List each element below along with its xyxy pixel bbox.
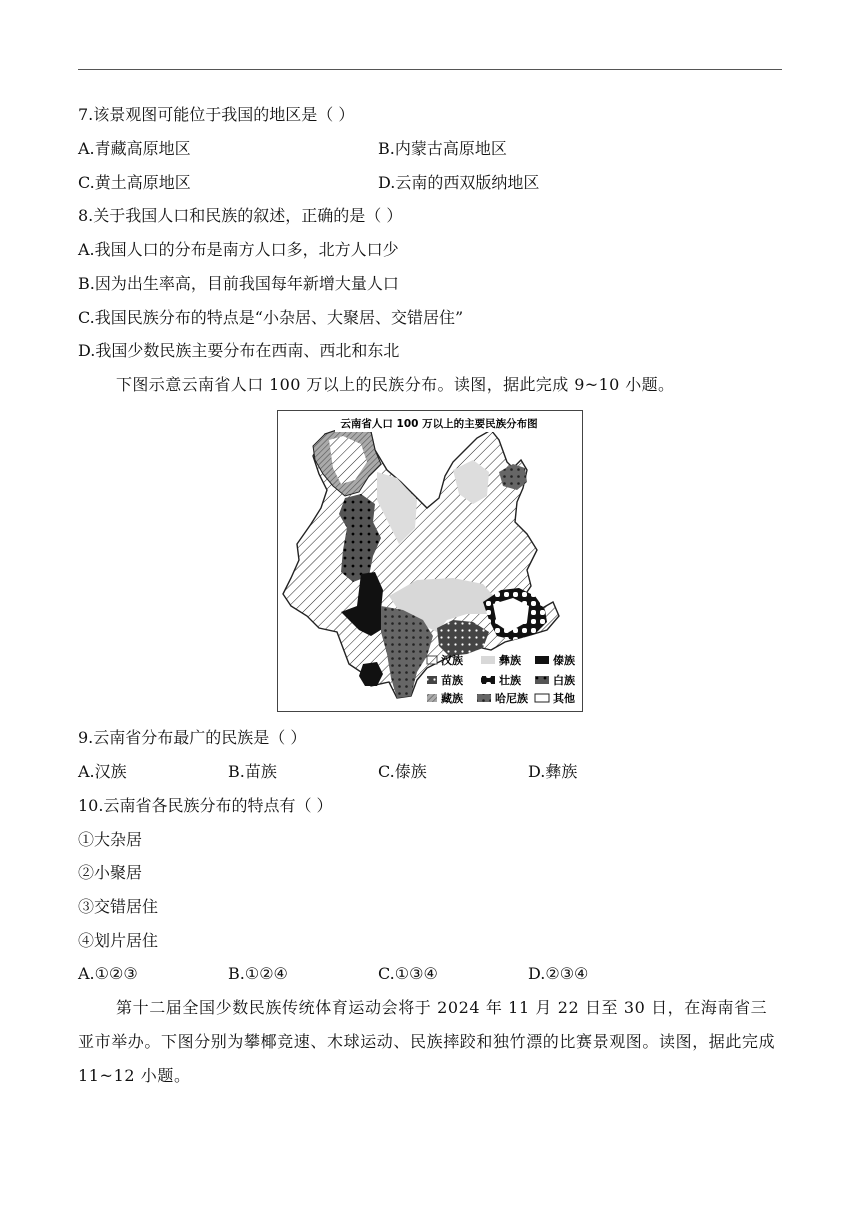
q9-option-d: D.彝族 [528,762,578,781]
q7-option-c: C.黄土高原地区 [78,173,191,192]
legend-swatch-zhuang [481,676,495,684]
legend [427,653,575,705]
legend-label-bai: 白族 [553,674,575,687]
q10-option-d: D.②③④ [528,964,589,983]
legend-label-zang: 藏族 [441,692,463,705]
intro-9-10: 下图示意云南省人口 100 万以上的民族分布。读图，据此完成 9~10 小题。 [116,375,675,394]
intro-11-12 [78,991,782,1093]
q10-item-2: ②小聚居 [78,863,143,882]
q9-option-b: B.苗族 [228,762,277,781]
legend-label-han: 汉族 [441,654,463,667]
yunnan-ethnic-map [277,410,583,712]
figure-title: 云南省人口 100 万以上的主要民族分布图 [340,418,538,430]
legend-label-other: 其他 [553,692,575,705]
legend-swatch-miao [427,676,437,684]
legend-swatch-other [535,694,549,702]
legend-label-hani: 哈尼族 [495,692,528,705]
q8-option-d: D.我国少数民族主要分布在西南、西北和东北 [78,341,400,360]
q9-stem: 9.云南省分布最广的民族是（ ） [78,728,307,747]
q8-option-b: B.因为出生率高，目前我国每年新增大量人口 [78,274,399,293]
q7-stem: 7.该景观图可能位于我国的地区是（ ） [78,105,355,124]
legend-label-dai: 傣族 [553,654,575,667]
q9-option-a: A.汉族 [78,762,127,781]
legend-swatch-bai [535,676,549,684]
legend-swatch-dai [535,656,549,664]
q10-option-a: A.①②③ [78,964,138,983]
legend-label-yi: 彝族 [499,654,521,667]
q7-option-d: D.云南的西双版纳地区 [378,173,540,192]
q7-option-b: B.内蒙古高原地区 [378,139,507,158]
legend-swatch-han [427,656,437,664]
q8-option-a: A.我国人口的分布是南方人口多，北方人口少 [78,240,399,259]
q10-item-1: ①大杂居 [78,830,143,849]
yunnan-ethnic-map-figure [277,410,583,712]
q10-stem: 10.云南省各民族分布的特点有（ ） [78,796,333,815]
q10-option-c: C.①③④ [378,964,438,983]
legend-label-zhuang: 壮族 [499,674,521,687]
q8-option-c: C.我国民族分布的特点是“小杂居、大聚居、交错居住” [78,308,464,327]
intro-11-12-text: 第十二届全国少数民族传统体育运动会将于 2024 年 11 月 22 日至 30 日，在海南省三亚市举办。下图分别为攀椰竞速、木球运动、民族摔跤和独竹漂的比赛景观图。读图，据此完成 11~12 小题。 [78,998,776,1085]
legend-swatch-hani [477,694,491,702]
q8-stem: 8.关于我国人口和民族的叙述，正确的是（ ） [78,206,403,225]
q10-item-3: ③交错居住 [78,897,159,916]
legend-swatch-zang [427,694,437,702]
q10-option-b: B.①②④ [228,964,288,983]
legend-swatch-yi [481,656,495,664]
legend-label-miao: 苗族 [441,674,463,687]
q9-option-c: C.傣族 [378,762,427,781]
header-rule [78,69,782,70]
q10-item-4: ④划片居住 [78,931,159,950]
q7-option-a: A.青藏高原地区 [78,139,191,158]
